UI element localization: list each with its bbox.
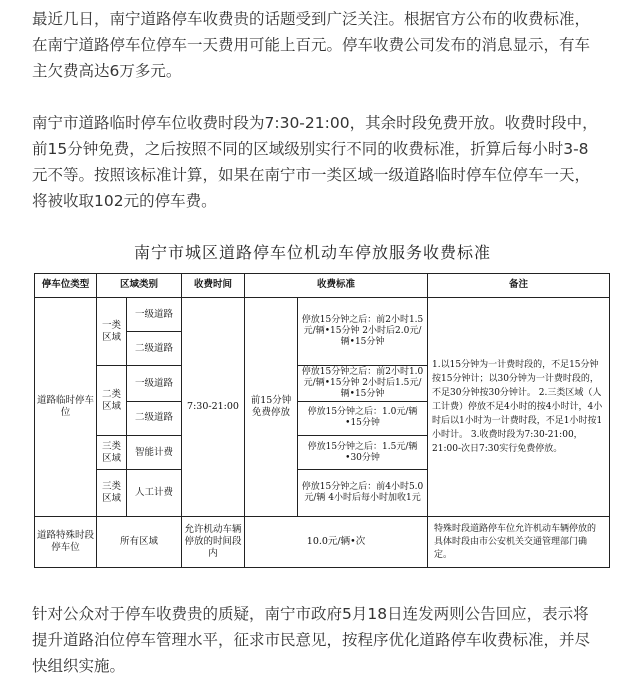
charge-time: 7:30-21:00 <box>182 297 245 516</box>
billing-smart: 智能计费 <box>127 436 182 470</box>
standard-zone2-road1: 停放15分钟之后：前2小时1.0元/辆•15分钟 2小时后1.5元/辆•15分钟 <box>298 366 428 401</box>
road-level-1: 一级道路 <box>127 297 182 331</box>
table-row <box>35 297 610 331</box>
temp-parking-type: 道路临时停车位 <box>35 297 97 516</box>
temp-notes: 1.以15分钟为一计费时段的，不足15分钟按15分钟计；以30分钟为一计费时段的，不足30分钟按30分钟计。 2.三类区域（人工计费）停放不足4小时的按4小时计，4小时后以1小时为一计费时段，不足1小时按1小时计。 3.收费时段为7:30-21:00，21:00-次日7:30实行免费停放。 <box>428 297 610 516</box>
zone-class-3b: 三类区域 <box>97 470 127 517</box>
header-time: 收费时间 <box>182 274 245 298</box>
standard-zone3-smart: 停放15分钟之后：1.5元/辆•30分钟 <box>298 436 428 470</box>
table-title: 南宁市城区道路停车位机动车停放服务收费标准 <box>133 243 491 262</box>
zone-class-1: 一类区域 <box>97 297 127 366</box>
zone-class-3a: 三类区域 <box>97 436 127 470</box>
road-level-2: 二级道路 <box>127 332 182 366</box>
special-notes: 特殊时段道路停车位允许机动车辆停放的具体时段由市公安机关交通管理部门确定。 <box>428 517 610 568</box>
header-zone: 区域类别 <box>97 274 182 298</box>
table-header-row <box>35 274 610 298</box>
special-time: 允许机动车辆停放的时间段内 <box>182 517 245 568</box>
special-zone: 所有区域 <box>97 517 182 568</box>
table-row <box>35 517 610 568</box>
government-response-paragraph: 针对公众对于停车收费贵的质疑，南宁市政府5月18日连发两则公告回应，表示将提升道路泊位停车管理水平，征求市民意见，按程序优化道路停车收费标准，并尽快组织实施。 <box>32 605 591 675</box>
fee-standard-table <box>34 273 610 568</box>
fee-rules-paragraph: 南宁市道路临时停车位收费时段为7:30-21:00，其余时段免费开放。收费时段中，前15分钟免费，之后按照不同的区域级别实行不同的收费标准，折算后每小时3-8元不等。按照该标准计算，如果在南宁市一类区域一级道路临时停车位停车一天，将被收取102元的停车费。 <box>32 114 598 210</box>
zone-class-2: 二类区域 <box>97 366 127 436</box>
billing-manual: 人工计费 <box>127 470 182 517</box>
header-type: 停车位类型 <box>35 274 97 298</box>
special-parking-type: 道路特殊时段停车位 <box>35 517 97 568</box>
special-standard: 10.0元/辆•次 <box>245 517 428 568</box>
header-notes: 备注 <box>428 274 610 298</box>
header-standard: 收费标准 <box>245 274 428 298</box>
intro-paragraph: 最近几日，南宁道路停车收费贵的话题受到广泛关注。根据官方公布的收费标准，在南宁道路停车位停车一天费用可能上百元。停车收费公司发布的消息显示，有车主欠费高达6万多元。 <box>32 10 591 80</box>
standard-zone3-manual: 停放15分钟之后：前4小时5.0元/辆 4小时后每小时加收1元 <box>298 470 428 517</box>
standard-zone2-road2: 停放15分钟之后：1.0元/辆•15分钟 <box>298 401 428 435</box>
standard-zone1: 停放15分钟之后：前2小时1.5元/辆•15分钟 2小时后2.0元/辆•15分钟 <box>298 297 428 366</box>
road-level-3: 一级道路 <box>127 366 182 401</box>
free-period: 前15分钟免费停放 <box>245 297 298 516</box>
road-level-4: 二级道路 <box>127 401 182 435</box>
